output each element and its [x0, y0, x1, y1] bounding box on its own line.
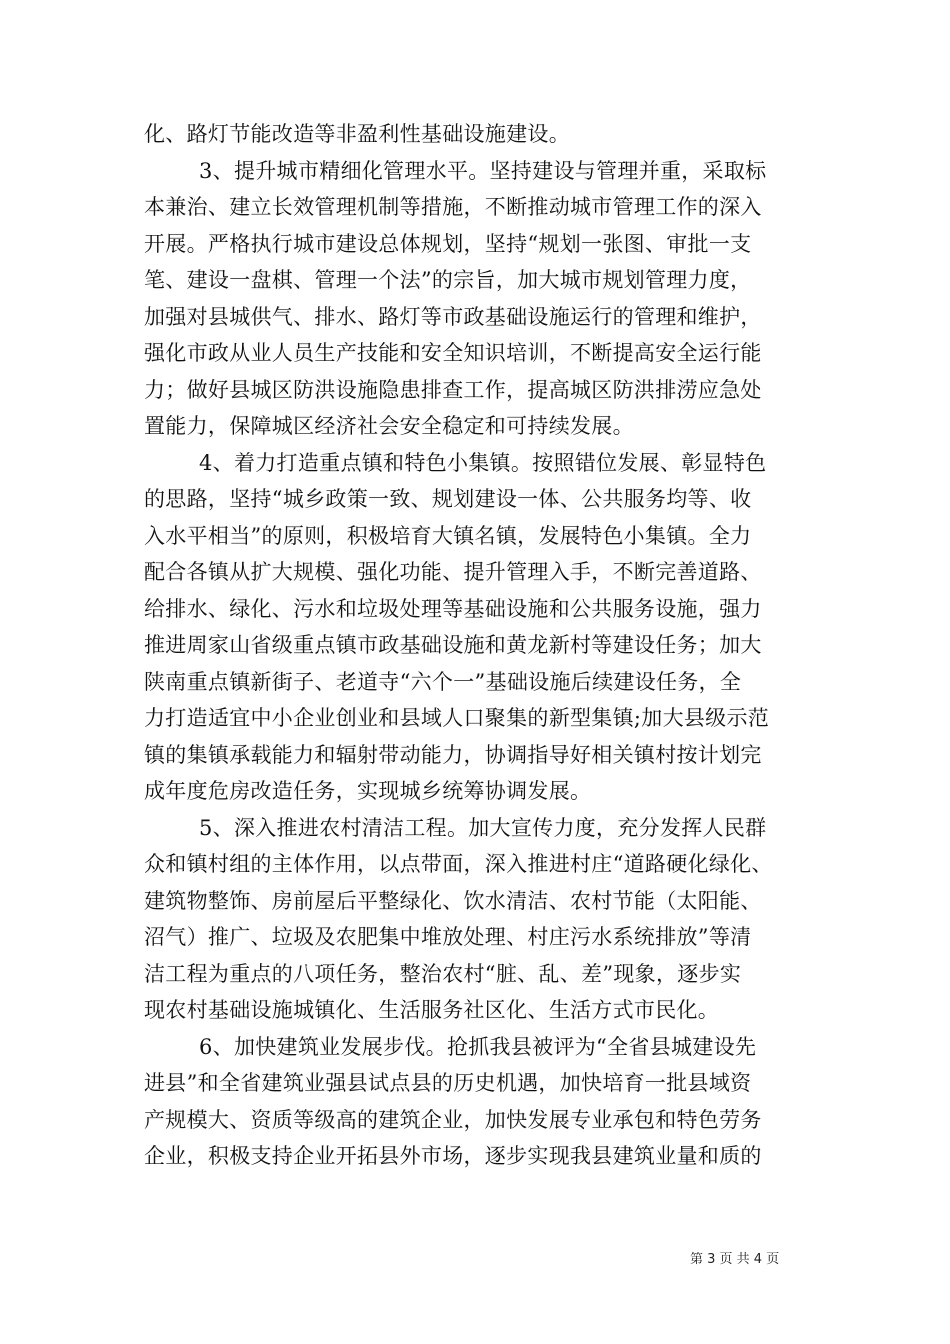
text-line: 置能力，保障城区经济社会安全稳定和可持续发展。 [144, 414, 634, 438]
text-line: 入水平相当”的原则，积极培育大镇名镇，发展特色小集镇。全力 [144, 523, 752, 548]
text-line: 镇的集镇承载能力和辐射带动能力，协调指导好相关镇村按计划完 [144, 742, 762, 767]
body-text [144, 116, 812, 1175]
text-line: 进县”和全省建筑业强县试点县的历史机遇，加快培育一批县域资 [144, 1071, 752, 1095]
text-line: 企业，积极支持企业开拓县外市场，逐步实现我县建筑业量和质的 [144, 1144, 762, 1168]
page-number: 第 3 页 共 4 页 [690, 1252, 780, 1267]
paragraph-4-start: 4、着力打造重点镇和特色小集镇。按照错位发展、彰显特色 [199, 450, 767, 475]
text-line: 力；做好县城区防洪设施隐患排查工作，提高城区防洪排涝应急处 [144, 377, 762, 402]
text-line: 现农村基础设施城镇化、生活服务社区化、生活方式市民化。 [144, 998, 720, 1022]
text-line: 化、路灯节能改造等非盈利性基础设施建设。 [144, 122, 570, 146]
paragraph-6-start: 6、加快建筑业发展步伐。抢抓我县被评为“全省县城建设先 [199, 1034, 757, 1059]
text-line: 开展。严格执行城市建设总体规划，坚持“规划一张图、审批一支 [144, 231, 752, 256]
text-line: 洁工程为重点的八项任务，整治农村“脏、乱、差”现象，逐步实 [144, 961, 742, 986]
paragraph-5-start: 5、深入推进农村清洁工程。加大宣传力度，充分发挥人民群 [199, 815, 767, 840]
text-line: 沼气）推广、垃圾及农肥集中堆放处理、村庄污水系统排放”等清 [144, 925, 752, 949]
text-line: 本兼治、建立长效管理机制等措施，不断推动城市管理工作的深入 [144, 195, 762, 219]
text-line: 产规模大、资质等级高的建筑企业，加快发展专业承包和特色劳务 [144, 1107, 762, 1132]
text-line: 成年度危房改造任务，实现城乡统筹协调发展。 [144, 779, 592, 803]
text-line: 加强对县城供气、排水、路灯等市政基础设施运行的管理和维护， [144, 304, 762, 329]
text-line: 给排水、绿化、污水和垃圾处理等基础设施和公共服务设施，强力 [144, 596, 762, 621]
text-line: 力打造适宜中小企业创业和县域人口聚集的新型集镇;加大县级示范 [144, 706, 770, 730]
text-line: 推进周家山省级重点镇市政基础设施和黄龙新村等建设任务；加大 [144, 633, 762, 657]
text-line: 的思路，坚持“城乡政策一致、规划建设一体、公共服务均等、收 [144, 487, 752, 511]
text-line: 配合各镇从扩大规模、强化功能、提升管理入手，不断完善道路、 [144, 560, 762, 584]
text-line: 众和镇村组的主体作用，以点带面，深入推进村庄“道路硬化绿化、 [144, 852, 773, 876]
text-line: 笔、建设一盘棋、管理一个法”的宗旨，加大城市规划管理力度， [144, 268, 752, 292]
paragraph-3-start: 3、提升城市精细化管理水平。坚持建设与管理并重，采取标 [199, 158, 767, 183]
text-line: 陕南重点镇新街子、老道寺“六个一”基础设施后续建设任务，全 [144, 669, 742, 694]
text-line: 建筑物整饰、房前屋后平整绿化、饮水清洁、农村节能（太阳能、 [144, 888, 762, 913]
text-line: 强化市政从业人员生产技能和安全知识培训，不断提高安全运行能 [144, 341, 762, 365]
